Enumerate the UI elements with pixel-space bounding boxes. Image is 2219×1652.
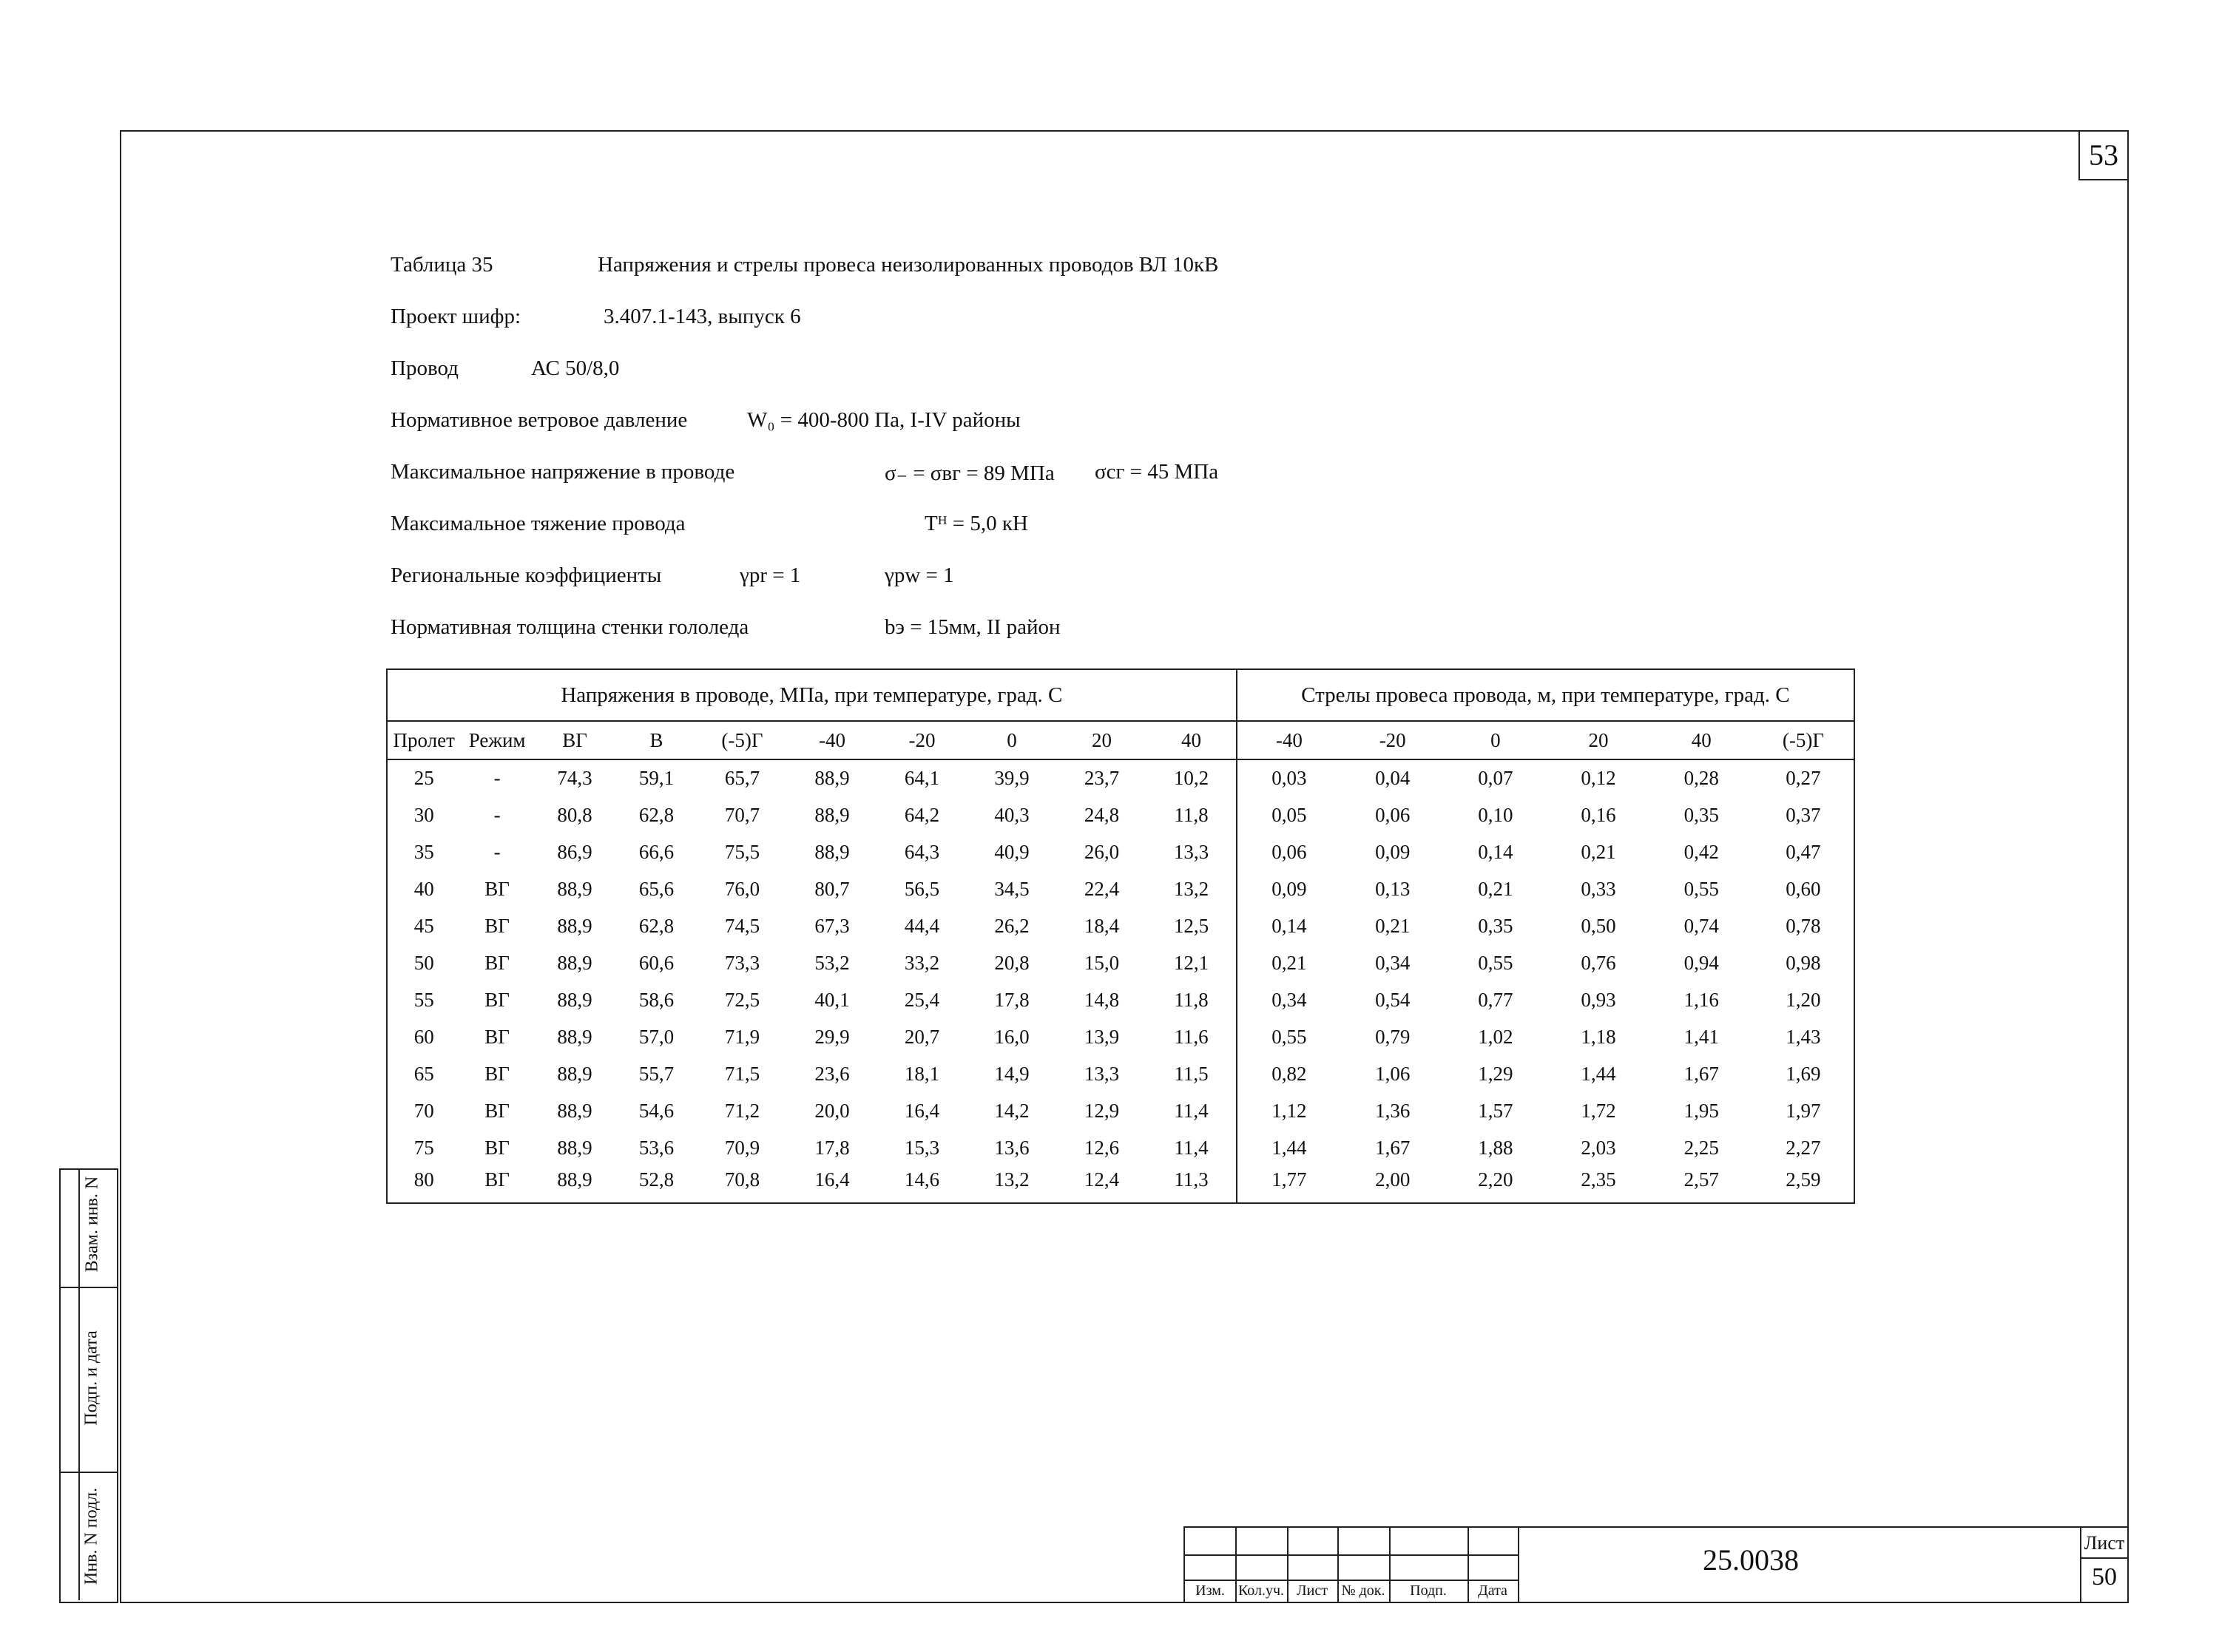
table-cell: ВГ [484,1099,510,1122]
table-cell: 53,6 [638,1136,675,1159]
table-title: Напряжения и стрелы провеса неизолированных проводов ВЛ 10кВ [598,253,1219,277]
table-cell: 0,21 [1271,951,1307,974]
table-cell: 11,4 [1146,1129,1237,1166]
column-header: -40 [787,721,877,759]
drawing-code: 25.0038 [1703,1543,1799,1577]
table-cell: 0,37 [1786,803,1821,826]
table-cell: 1,67 [1375,1136,1411,1159]
table-cell: 88,9 [557,877,592,900]
table-cell: 88,9 [814,767,850,789]
table-cell: 0,09 [1375,840,1411,863]
table-cell: 0,35 [1478,914,1513,937]
table-cell: 71,9 [724,1025,760,1048]
table-cell: 0,77 [1478,988,1513,1011]
table-cell: 44,4 [904,914,940,937]
table-cell: 0,55 [1683,877,1719,900]
table-cell: 75 [413,1136,434,1159]
table-cell: 15,3 [904,1136,940,1159]
table-cell: ВГ [484,1062,510,1085]
table-cell: 26,0 [1084,840,1120,863]
title-block-label-izm: Изм. [1195,1582,1225,1599]
table-cell: 65 [413,1062,434,1085]
table-cell: 52,8 [638,1168,675,1191]
column-header: (-5)Г [698,721,788,759]
table-cell: 0,42 [1683,840,1719,863]
table-cell: 88,9 [557,914,592,937]
table-cell: 1,02 [1478,1025,1513,1048]
table-cell: 59,1 [638,767,675,789]
column-header: Пролет [387,721,460,759]
table-cell: 0,07 [1478,767,1513,789]
table-cell: 1,18 [1581,1025,1616,1048]
table-cell: 62,8 [638,914,675,937]
table-cell: 1,95 [1683,1099,1719,1122]
table-cell: 0,54 [1375,988,1411,1011]
table-cell: 65,7 [724,767,760,789]
table-cell: 29,9 [814,1025,850,1048]
table-cell: 71,5 [724,1062,760,1085]
table-cell: 0,12 [1581,767,1616,789]
tension-value: Тᴴ = 5,0 кН [925,512,1028,535]
table-cell: ВГ [484,1168,510,1191]
table-cell: 0,78 [1786,914,1821,937]
stress-value: σ₋ = σвг = 89 МПа [885,461,1055,485]
table-cell: 0,79 [1375,1025,1411,1048]
table-cell: 1,57 [1478,1099,1513,1122]
table-cell: 18,1 [904,1062,940,1085]
sheet-number: 50 [2092,1563,2117,1591]
side-stamp-label-1: Взам. инв. N [82,1176,102,1273]
table-cell: 0,21 [1478,877,1513,900]
table-cell: 70,7 [724,803,760,826]
table-row [387,907,1854,944]
table-cell: 13,2 [994,1168,1030,1191]
column-header: 20 [1057,721,1147,759]
table-cell: 14,2 [994,1099,1030,1122]
table-cell: 75,5 [724,840,760,863]
table-cell: 0,14 [1271,914,1307,937]
column-header: -40 [1237,721,1341,759]
table-row [387,1129,1854,1166]
table-cell: 22,4 [1084,877,1120,900]
table-cell: 11,8 [1146,981,1237,1018]
table-cell: 57,0 [638,1025,675,1048]
table-cell: 0,06 [1271,840,1307,863]
table-cell: ВГ [484,988,510,1011]
table-cell: 13,3 [1146,833,1237,870]
table-cell: 11,8 [1146,796,1237,833]
table-cell: 71,2 [724,1099,760,1122]
table-cell: 40,9 [994,840,1030,863]
table-cell: 0,94 [1683,951,1719,974]
table-row [387,870,1854,907]
table-row [387,1166,1854,1203]
table-cell: 0,60 [1786,877,1821,900]
table-cell: 2,57 [1683,1168,1719,1191]
table-cell: 11,4 [1146,1092,1237,1129]
table-cell: 54,6 [638,1099,675,1122]
table-row [387,796,1854,833]
table-cell: 45 [413,914,434,937]
column-header: 0 [1444,721,1547,759]
table-cell: 0,05 [1271,803,1307,826]
table-cell: 1,97 [1786,1099,1821,1122]
table-cell: 64,3 [904,840,940,863]
table-cell: 88,9 [814,840,850,863]
table-cell: 0,47 [1786,840,1821,863]
table-row [387,1055,1854,1092]
table-cell: 39,9 [994,767,1030,789]
wire-label: Провод [391,356,459,380]
table-cell: 1,12 [1271,1099,1307,1122]
table-cell: - [493,767,501,789]
column-header: Режим [460,721,533,759]
column-header: (-5)Г [1753,721,1854,759]
table-row [387,1018,1854,1055]
table-cell: 12,1 [1146,944,1237,981]
table-cell: 10,2 [1146,759,1237,796]
table-cell: 1,29 [1478,1062,1513,1085]
table-cell: 1,43 [1786,1025,1821,1048]
table-cell: 0,03 [1271,767,1307,789]
table-cell: - [493,840,501,863]
table-cell: 0,98 [1786,951,1821,974]
table-cell: 0,21 [1581,840,1616,863]
table-cell: 80,8 [557,803,592,826]
table-cell: 0,93 [1581,988,1616,1011]
title-block-label-ndok: № док. [1341,1582,1385,1599]
table-cell: 88,9 [557,1136,592,1159]
table-cell: 88,9 [557,951,592,974]
table-cell: 14,8 [1084,988,1120,1011]
table-cell: 1,88 [1478,1136,1513,1159]
table-cell: 88,9 [557,1099,592,1122]
title-block-label-koluch: Кол.уч. [1237,1582,1285,1599]
side-stamp-label-2: Подп. и дата [81,1330,101,1426]
table-cell: 80 [413,1168,434,1191]
table-cell: 70 [413,1099,434,1122]
table-cell: 64,1 [904,767,940,789]
stress-label: Максимальное напряжение в проводе [391,460,735,484]
table-cell: 2,27 [1786,1136,1821,1159]
table-cell: 0,55 [1478,951,1513,974]
table-cell: 17,8 [814,1136,850,1159]
table-cell: 23,7 [1084,767,1120,789]
sheet-box [2080,1528,2127,1602]
column-header: 0 [967,721,1057,759]
table-cell: 53,2 [814,951,850,974]
table-cell: 80,7 [814,877,850,900]
table-cell: 1,44 [1271,1136,1307,1159]
table-cell: 25 [413,767,434,789]
corner-page-box [2078,130,2127,180]
table-cell: 0,13 [1375,877,1411,900]
table-cell: 18,4 [1084,914,1120,937]
table-cell: 55 [413,988,434,1011]
table-cell: 17,8 [994,988,1030,1011]
coef-label: Региональные коэффициенты [391,563,662,587]
table-cell: 0,76 [1581,951,1616,974]
group-header-stress: Напряжения в проводе, МПа, при температуре, град. С [387,669,1237,721]
stress-sag-table [386,668,1855,1204]
table-cell: 1,20 [1786,988,1821,1011]
table-cell: ВГ [484,914,510,937]
table-cell: 15,0 [1084,951,1120,974]
table-cell: 33,2 [904,951,940,974]
table-row [387,833,1854,870]
side-stamp-label-3: Инв. N подл. [81,1487,101,1585]
table-cell: 60,6 [638,951,675,974]
title-block [1183,1526,2127,1602]
column-header-row [387,721,1854,759]
table-cell: 14,9 [994,1062,1030,1085]
column-header: 20 [1547,721,1649,759]
ice-label: Нормативная толщина стенки гололеда [391,615,749,639]
column-header: -20 [877,721,967,759]
wind-value: W₀ = 400-800 Па, I-IV районы [747,408,1021,432]
corner-page-number: 53 [2089,138,2118,172]
table-cell: 0,50 [1581,914,1616,937]
wind-label: Нормативное ветровое давление [391,408,688,432]
table-row [387,981,1854,1018]
table-cell: 20,8 [994,951,1030,974]
table-cell: 1,41 [1683,1025,1719,1048]
table-cell: 0,10 [1478,803,1513,826]
table-cell: 58,6 [638,988,675,1011]
table-cell: 74,3 [557,767,592,789]
table-cell: ВГ [484,951,510,974]
table-cell: 88,9 [557,1062,592,1085]
project-value: 3.407.1-143, выпуск 6 [604,305,801,328]
coef-value-1: γpr = 1 [740,563,801,587]
table-cell: 50 [413,951,434,974]
sheet-label: Лист [2084,1532,2125,1554]
table-cell: 0,27 [1786,767,1821,789]
stress-value-2: σсг = 45 МПа [1095,460,1219,484]
table-cell: - [493,803,501,826]
table-cell: 16,4 [904,1099,940,1122]
table-cell: 12,5 [1146,907,1237,944]
table-cell: 11,6 [1146,1018,1237,1055]
table-cell: 0,14 [1478,840,1513,863]
table-cell: 13,6 [994,1136,1030,1159]
table-cell: 40,1 [814,988,850,1011]
table-cell: 66,6 [638,840,675,863]
table-cell: 0,33 [1581,877,1616,900]
table-cell: 64,2 [904,803,940,826]
table-cell: 0,06 [1375,803,1411,826]
table-cell: 0,04 [1375,767,1411,789]
table-cell: 0,34 [1271,988,1307,1011]
table-cell: 1,69 [1786,1062,1821,1085]
table-cell: 1,44 [1581,1062,1616,1085]
table-cell: ВГ [484,1136,510,1159]
table-cell: 20,0 [814,1099,850,1122]
table-cell: 0,28 [1683,767,1719,789]
table-cell: ВГ [484,877,510,900]
table-cell: 0,35 [1683,803,1719,826]
coef-value-2: γpw = 1 [885,563,954,587]
table-cell: 73,3 [724,951,760,974]
table-cell: 13,2 [1146,870,1237,907]
column-header: ВГ [534,721,615,759]
table-cell: 23,6 [814,1062,850,1085]
table-cell: 12,9 [1084,1099,1120,1122]
title-block-label-podp: Подп. [1410,1582,1447,1599]
table-cell: 2,03 [1581,1136,1616,1159]
table-cell: 2,59 [1786,1168,1821,1191]
table-row [387,759,1854,796]
column-header: -20 [1341,721,1444,759]
table-cell: 1,77 [1271,1168,1307,1191]
table-cell: 12,4 [1084,1168,1120,1191]
table-cell: 56,5 [904,877,940,900]
project-label: Проект шифр: [391,305,521,328]
table-cell: 0,34 [1375,951,1411,974]
tension-label: Максимальное тяжение провода [391,512,686,535]
table-cell: 16,0 [994,1025,1030,1048]
table-cell: 2,00 [1375,1168,1411,1191]
table-cell: 11,3 [1146,1166,1237,1203]
table-cell: 0,74 [1683,914,1719,937]
table-cell: 55,7 [638,1062,675,1085]
title-block-label-list: Лист [1297,1582,1328,1599]
table-cell: 12,6 [1084,1136,1120,1159]
table-cell: 16,4 [814,1168,850,1191]
column-header: 40 [1650,721,1753,759]
table-cell: 0,16 [1581,803,1616,826]
table-cell: 88,9 [557,988,592,1011]
table-cell: 1,36 [1375,1099,1411,1122]
table-cell: 65,6 [638,877,675,900]
side-stamp [59,1168,118,1600]
table-cell: 72,5 [724,988,760,1011]
table-cell: 25,4 [904,988,940,1011]
table-cell: 70,9 [724,1136,760,1159]
wire-value: АС 50/8,0 [531,356,620,380]
table-cell: 88,9 [814,803,850,826]
table-row [387,1092,1854,1129]
table-cell: 35 [413,840,434,863]
table-cell: 26,2 [994,914,1030,937]
table-cell: 0,82 [1271,1062,1307,1085]
group-header-sag: Стрелы провеса провода, м, при температуре, град. С [1237,669,1854,721]
table-cell: 0,55 [1271,1025,1307,1048]
table-cell: 30 [413,803,434,826]
table-label: Таблица 35 [391,253,493,277]
table-cell: 20,7 [904,1025,940,1048]
table-row [387,944,1854,981]
table-cell: 86,9 [557,840,592,863]
table-cell: 24,8 [1084,803,1120,826]
table-cell: 2,35 [1581,1168,1616,1191]
column-header: В [615,721,697,759]
table-cell: ВГ [484,1025,510,1048]
table-cell: 14,6 [904,1168,940,1191]
title-block-label-data: Дата [1478,1582,1507,1599]
table-cell: 1,16 [1683,988,1719,1011]
table-cell: 0,21 [1375,914,1411,937]
table-cell: 76,0 [724,877,760,900]
table-cell: 70,8 [724,1168,760,1191]
column-header: 40 [1146,721,1237,759]
table-cell: 2,25 [1683,1136,1719,1159]
table-cell: 1,67 [1683,1062,1719,1085]
ice-value: bэ = 15мм, II район [885,615,1061,639]
table-cell: 40,3 [994,803,1030,826]
table-cell: 13,3 [1084,1062,1120,1085]
table-cell: 2,20 [1478,1168,1513,1191]
table-cell: 67,3 [814,914,850,937]
table-cell: 88,9 [557,1025,592,1048]
table-cell: 88,9 [557,1168,592,1191]
table-cell: 0,09 [1271,877,1307,900]
table-cell: 34,5 [994,877,1030,900]
table-cell: 13,9 [1084,1025,1120,1048]
table-cell: 1,72 [1581,1099,1616,1122]
table-cell: 11,5 [1146,1055,1237,1092]
table-cell: 60 [413,1025,434,1048]
table-cell: 74,5 [724,914,760,937]
table-cell: 1,06 [1375,1062,1411,1085]
table-cell: 40 [413,877,434,900]
table-cell: 62,8 [638,803,675,826]
